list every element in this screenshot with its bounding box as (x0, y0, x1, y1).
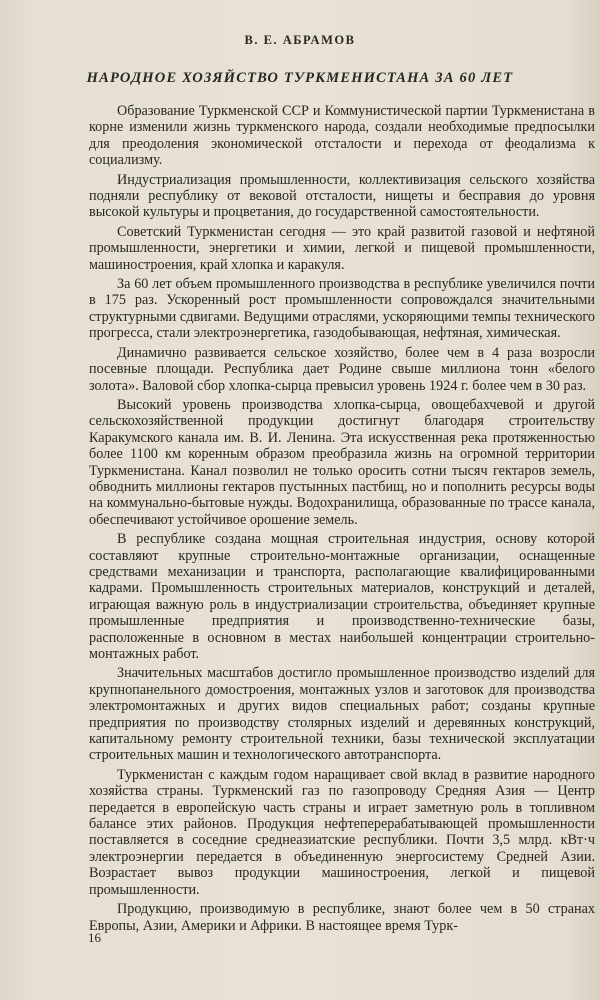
paragraph: За 60 лет объем промышленного производства в республике увеличился почти в 175 раз. Ускоренный рост промышленности сопровождался значительными структурными сдвигами. Ведущими отраслями, ускоряющими темпы технического прогресса, стали электроэнергетика, газодобывающая, нефтяная, химическая. (89, 276, 595, 342)
paragraph: Образование Туркменской ССР и Коммунистической партии Туркменистана в корне изменили жизнь туркменского народа, создали необходимые предпосылки для преодоления экономической отсталости и перехода от феодализма к социализму. (89, 103, 595, 169)
paragraph: Высокий уровень производства хлопка-сырца, овощебахчевой и другой сельскохозяйственной продукции достигнут благодаря строительству Каракумского канала им. В. И. Ленина. Эта искусственная река протяженностью более 1100 км коренным образом преобразила жизнь на огромной территории Туркменистана. Канал позволил не только оросить сотни тысяч гектаров земель, обводнить миллионы гектаров пустынных пастбищ, но и пополнить ресурсы воды на коммунально-бытовые нужды. Водохранилища, образованные по трассе канала, обеспечивают устойчивое орошение земель. (89, 396, 595, 528)
paragraph: Советский Туркменистан сегодня — это край развитой газовой и нефтяной промышленности, энергетики и химии, легкой и пищевой промышленности, машиностроения, край хлопка и каракуля. (89, 223, 595, 273)
article-title: НАРОДНОЕ ХОЗЯЙСТВО ТУРКМЕНИСТАНА ЗА 60 ЛЕТ (86, 70, 514, 86)
paragraph: Продукцию, производимую в республике, знают более чем в 50 странах Европы, Азии, Америки и Африки. В настоящее время Турк- (89, 901, 595, 934)
paragraph: Индустриализация промышленности, коллективизация сельского хозяйства подняли республику от вековой отсталости, нищеты и бесправия до уровня высокой культуры и процветания, до государственной самостоятельности. (89, 171, 595, 221)
page-number: 16 (88, 930, 101, 945)
author-name: В. Е. АБРАМОВ (244, 33, 356, 47)
paragraph: В республике создана мощная строительная индустрия, основу которой составляют крупные строительно-монтажные организации, оснащенные средствами механизации и транспорта, располагающие квалифицированными кадрами. Промышленность строительных материалов, конструкций и деталей, играющая важную роль в индустриализации строительства, объединяет крупные промышленные предприятия и производственно-технические базы, расположенные в основном в местах наибольшей концентрации строительно-монтажных работ. (89, 531, 595, 662)
paragraph: Значительных масштабов достигло промышленное производство изделий для крупнопанельного домостроения, монтажных узлов и заготовок для производства электромонтажных и других видов специальных работ; созданы крупные предприятия по производству столярных изделий и деревянных конструкций, капитальному ремонту строительной техники, базы технической эксплуатации строительных машин и технологического автотранспорта. (89, 665, 595, 764)
paragraph: Туркменистан с каждым годом наращивает свой вклад в развитие народного хозяйства страны. Туркменский газ по газопроводу Средняя Азия — Центр передается в европейскую часть страны и играет заметную роль в топливном балансе этих районов. Продукция нефтеперерабатывающей промышленности поставляется в соседние среднеазиатские республики. Почти 3,5 млрд. кВт·ч электроэнергии передается в объединенную энергосистему Средней Азии. Возрастает вывоз продукции машиностроения, легкой и пищевой промышленности. (89, 766, 595, 898)
article-body (89, 103, 595, 937)
paragraph: Динамично развивается сельское хозяйство, более чем в 4 раза возросли посевные площади. Республика дает Родине свыше миллиона тонн «белого золота». Валовой сбор хлопка-сырца превысил уровень 1924 г. более чем в 30 раз. (89, 344, 595, 394)
